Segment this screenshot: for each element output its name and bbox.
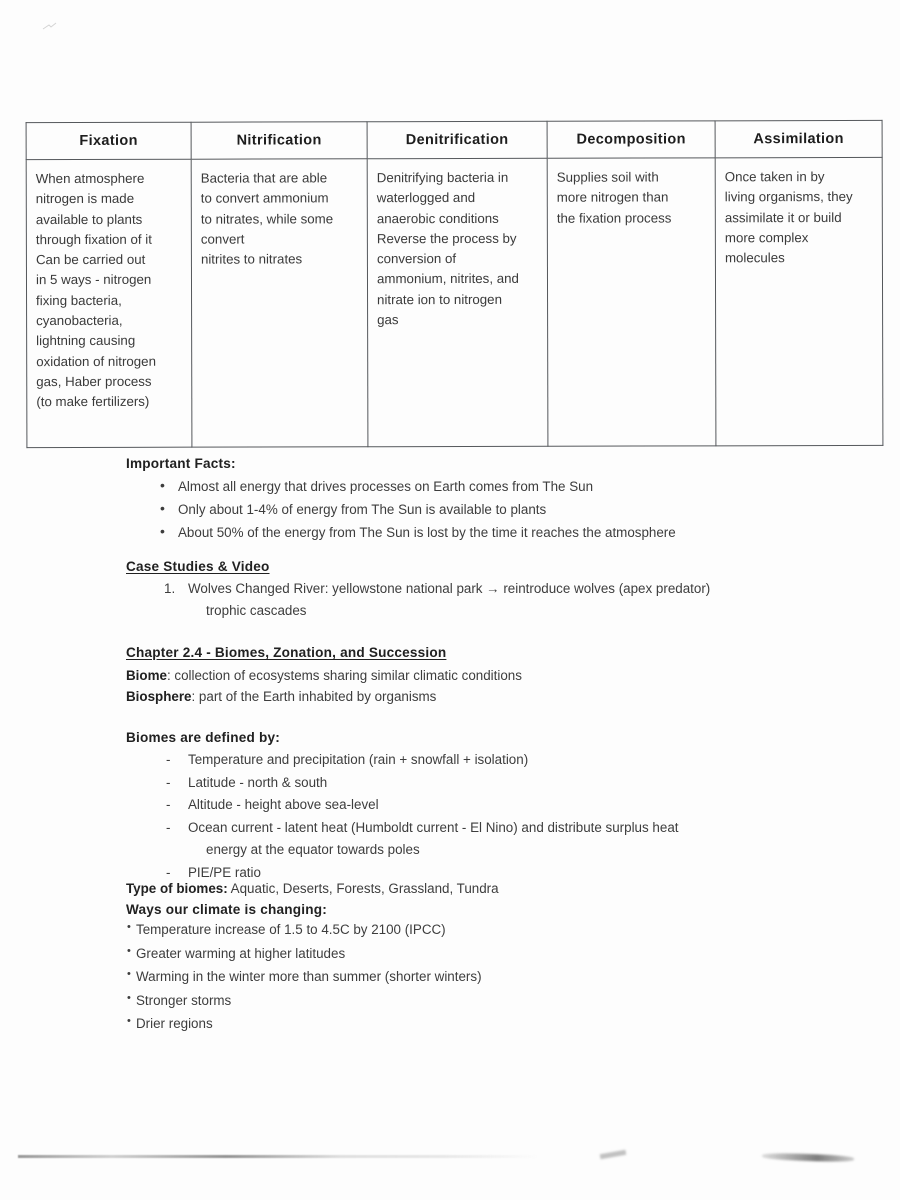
list-item: • Greater warming at higher latitudes	[136, 942, 846, 966]
table-cell-fixation	[26, 159, 192, 447]
type-of-biomes-term: Type of biomes:	[126, 881, 228, 896]
list-case-studies	[126, 578, 846, 622]
list-item: • Warming in the winter more than summer (shorter winters)	[136, 965, 846, 989]
list-item-main: Ocean current - latent heat (Humboldt current - El Nino) and distribute surplus heat	[188, 819, 679, 835]
list-climate-change	[126, 918, 846, 1036]
cell-text-denitrification: Denitrifying bacteria in waterlogged and anaerobic conditions Reverse the process by conversion of ammonium, nitrites, and nitrate ion to nitrogen gas	[376, 169, 519, 328]
scan-artifact-speck	[600, 1150, 626, 1159]
definition-biosphere	[126, 686, 436, 708]
list-item-continuation: energy at the equator towards poles	[206, 842, 420, 858]
type-of-biomes	[126, 878, 499, 900]
list-item: • About 50% of the energy from The Sun is lost by the time it reaches the atmosphere	[178, 521, 846, 544]
heading-biomes-defined-by: Biomes are defined by:	[126, 730, 280, 745]
list-item: - Latitude - north & south	[188, 772, 866, 795]
type-of-biomes-text: Aquatic, Deserts, Forests, Grassland, Tundra	[227, 881, 499, 896]
definition-term-biosphere: Biosphere	[126, 689, 192, 704]
list-important-facts	[126, 475, 846, 544]
list-item: • Drier regions	[136, 1012, 846, 1036]
table-cell-decomposition	[547, 158, 716, 446]
scan-artifact-smudge	[762, 1152, 854, 1162]
heading-climate-change: Ways our climate is changing:	[126, 902, 327, 917]
case-study-continuation: trophic cascades	[206, 603, 307, 618]
column-header-nitrification: Nitrification	[191, 122, 367, 159]
list-item	[188, 578, 846, 622]
definition-text-biosphere: : part of the Earth inhabited by organisms	[191, 689, 437, 704]
table-cell-assimilation	[715, 157, 883, 445]
heading-case-studies: Case Studies & Video	[126, 559, 270, 574]
list-item: • Stronger storms	[136, 989, 846, 1013]
list-item: - Temperature and precipitation (rain + snowfall + isolation)	[188, 749, 866, 772]
list-item: • Almost all energy that drives processes on Earth comes from The Sun	[178, 475, 846, 498]
table-cell-denitrification	[367, 158, 548, 446]
pencil-mark-icon	[42, 22, 58, 31]
list-item: - Altitude - height above sea-level	[188, 794, 866, 817]
column-header-decomposition: Decomposition	[547, 121, 715, 158]
table-header-row	[26, 120, 882, 159]
list-item: • Temperature increase of 1.5 to 4.5C by 2100 (IPCC)	[136, 918, 846, 942]
list-item: - PIE/PE ratio	[188, 862, 866, 885]
definition-term-biome: Biome	[126, 668, 167, 683]
list-item	[188, 817, 866, 862]
cell-text-fixation: When atmosphere nitrogen is made available to plants through fixation of it Can be carried out in 5 ways - nitrogen fixing bacteria, cyanobacteria, lightning causing oxidation of nitrogen gas, Haber process (to make fertilizers)	[35, 170, 156, 410]
heading-important-facts: Important Facts:	[126, 456, 236, 471]
cell-text-decomposition: Supplies soil with more nitrogen than the fixation process	[556, 169, 672, 226]
scan-artifact-line	[18, 1155, 538, 1158]
heading-chapter-2-4: Chapter 2.4 - Biomes, Zonation, and Succession	[126, 645, 447, 660]
definition-biome	[126, 665, 522, 687]
column-header-assimilation: Assimilation	[715, 120, 882, 157]
case-study-title: Wolves Changed River: yellowstone national park → reintroduce wolves (apex predator)	[188, 581, 711, 596]
list-item: • Only about 1-4% of energy from The Sun is available to plants	[178, 498, 846, 521]
definition-text-biome: : collection of ecosystems sharing similar climatic conditions	[166, 668, 522, 683]
nitrogen-cycle-table	[26, 120, 884, 448]
list-biomes-defined-by	[126, 749, 866, 885]
column-header-fixation: Fixation	[26, 122, 191, 159]
cell-text-assimilation: Once taken in by living organisms, they assimilate it or build more complex molecules	[724, 169, 853, 266]
column-header-denitrification: Denitrification	[367, 121, 547, 158]
table-cell-nitrification	[191, 159, 368, 447]
cell-text-nitrification: Bacteria that are able to convert ammonium to nitrates, while some convert nitrites to nitrates	[200, 170, 334, 267]
table-row	[26, 157, 883, 447]
